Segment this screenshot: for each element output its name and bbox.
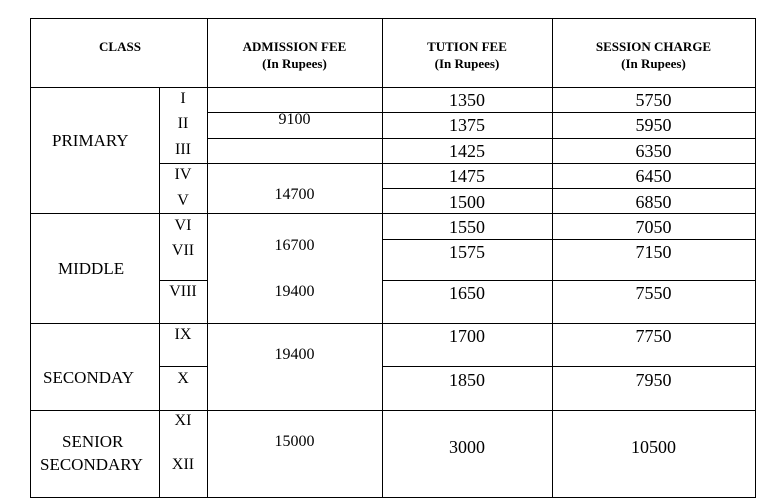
class-roman-x: X — [177, 370, 189, 387]
session-charge-xi-xii: 10500 — [631, 437, 676, 457]
table-rule-horizontal — [382, 280, 756, 281]
tuition-fee-v: 1500 — [449, 192, 485, 212]
tuition-fee-ii: 1375 — [449, 115, 485, 135]
table-rule-horizontal — [382, 239, 756, 240]
header-admission-fee: ADMISSION FEE — [242, 39, 347, 54]
class-roman-i: I — [180, 90, 186, 107]
tuition-fee-ix: 1700 — [449, 326, 485, 346]
admission-fee-iv-v: 14700 — [274, 186, 315, 203]
table-rule-horizontal — [382, 366, 756, 367]
class-roman-vii: VII — [171, 242, 195, 259]
tuition-fee-xi-xii: 3000 — [449, 437, 485, 457]
table-rule-horizontal — [207, 138, 756, 139]
table-rule-horizontal — [382, 188, 756, 189]
table-rule-horizontal — [30, 87, 756, 88]
admission-fee-viii: 19400 — [274, 283, 315, 300]
header-session-unit: (In Rupees) — [621, 56, 686, 71]
tuition-fee-vi: 1550 — [449, 217, 485, 237]
session-charge-i: 5750 — [635, 90, 672, 110]
group-senior-line2: SECONDARY — [40, 455, 143, 474]
admission-fee-vi-vii: 16700 — [274, 237, 315, 254]
table-rule-horizontal — [159, 366, 208, 367]
session-charge-iv: 6450 — [635, 166, 672, 186]
table-rule-vertical — [207, 18, 208, 498]
session-charge-iii: 6350 — [635, 141, 672, 161]
tuition-fee-iii: 1425 — [449, 141, 485, 161]
session-charge-vi: 7050 — [635, 217, 672, 237]
admission-fee-ix-x: 19400 — [274, 346, 315, 363]
class-roman-viii: VIII — [169, 283, 197, 300]
class-roman-iii: III — [175, 141, 191, 158]
session-charge-ii: 5950 — [635, 115, 672, 135]
tuition-fee-x: 1850 — [449, 370, 485, 390]
header-session-charge: SESSION CHARGE — [595, 39, 712, 54]
class-roman-v: V — [177, 192, 189, 209]
table-rule-vertical — [755, 18, 756, 498]
class-roman-iv: IV — [174, 166, 192, 183]
group-secondary: SECONDAY — [43, 368, 135, 387]
class-roman-ii: II — [177, 115, 189, 132]
class-roman-ix: IX — [174, 326, 192, 343]
header-class: CLASS — [99, 39, 141, 54]
table-rule-horizontal — [159, 280, 208, 281]
table-rule-horizontal — [159, 163, 383, 164]
table-rule-vertical — [30, 18, 31, 498]
header-admission-unit: (In Rupees) — [262, 56, 327, 71]
tuition-fee-iv: 1475 — [449, 166, 485, 186]
table-rule-horizontal — [30, 497, 756, 498]
session-charge-v: 6850 — [635, 192, 672, 212]
group-middle: MIDDLE — [58, 259, 125, 278]
admission-fee-i-iii: 9100 — [278, 111, 311, 128]
table-rule-horizontal — [30, 323, 756, 324]
session-charge-ix: 7750 — [635, 326, 672, 346]
tuition-fee-vii: 1575 — [449, 242, 485, 262]
group-senior-line1: SENIOR — [62, 432, 124, 451]
table-rule-horizontal — [30, 410, 756, 411]
class-roman-vi: VI — [174, 217, 192, 234]
session-charge-vii: 7150 — [635, 242, 672, 262]
header-tuition-unit: (In Rupees) — [434, 56, 500, 71]
admission-fee-xi-xii: 15000 — [274, 433, 315, 450]
session-charge-viii: 7550 — [635, 283, 672, 303]
session-charge-x: 7950 — [635, 370, 672, 390]
table-rule-horizontal — [382, 213, 756, 214]
group-primary: PRIMARY — [52, 131, 129, 150]
header-tuition-fee: TUTION FEE — [427, 39, 507, 54]
tuition-fee-i: 1350 — [449, 90, 485, 110]
table-rule-horizontal — [382, 163, 756, 164]
table-rule-horizontal — [30, 18, 756, 19]
class-roman-xii: XII — [171, 456, 195, 473]
class-roman-xi: XI — [174, 412, 192, 429]
tuition-fee-viii: 1650 — [449, 283, 485, 303]
